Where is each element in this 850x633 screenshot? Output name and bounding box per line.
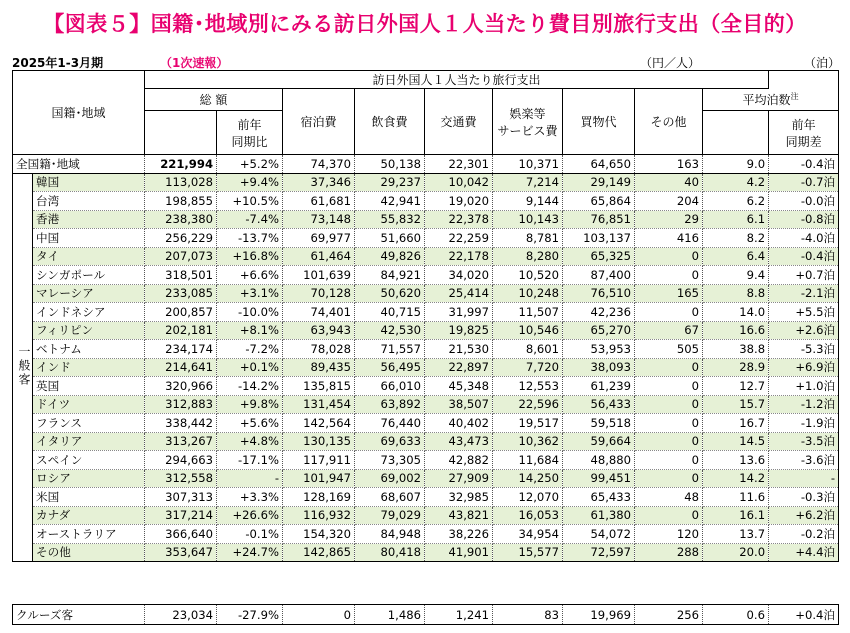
row-entertainment: 10,546: [493, 321, 563, 340]
row-diff: -3.6泊: [769, 451, 839, 470]
row-country: ベトナム: [33, 340, 145, 359]
row-nights: 14.5: [703, 432, 769, 451]
row-diff: -3.5泊: [769, 432, 839, 451]
table-row: [13, 451, 839, 470]
row-entertainment: 7,214: [493, 173, 563, 192]
row-country: イタリア: [33, 432, 145, 451]
row-lodging: 73,148: [283, 210, 355, 229]
row-total: 234,174: [145, 340, 217, 359]
row-yoy: +6.6%: [217, 266, 283, 285]
row-yoy: +10.5%: [217, 192, 283, 211]
row-food: 50,620: [355, 284, 425, 303]
row-diff: -5.3泊: [769, 340, 839, 359]
row-shopping: 56,433: [563, 395, 635, 414]
row-other: 0: [635, 414, 703, 433]
row-transport: 34,020: [425, 266, 493, 285]
header-entertainment: 娯楽等 サービス費: [493, 89, 563, 155]
row-shopping: 87,400: [563, 266, 635, 285]
row-diff: +4.4泊: [769, 543, 839, 562]
row-food: 51,660: [355, 229, 425, 248]
row-entertainment: 10,520: [493, 266, 563, 285]
row-transport: 32,985: [425, 488, 493, 507]
row-yoy: +9.4%: [217, 173, 283, 192]
row-other: 0: [635, 303, 703, 322]
row-yoy: +16.8%: [217, 247, 283, 266]
row-yoy: +0.1%: [217, 358, 283, 377]
row-diff: +5.5泊: [769, 303, 839, 322]
row-yoy: -10.0%: [217, 303, 283, 322]
row-food: 50,138: [355, 155, 425, 174]
row-lodging: 70,128: [283, 284, 355, 303]
row-transport: 38,507: [425, 395, 493, 414]
row-other: 0: [635, 395, 703, 414]
unit-yen-label: （円／人）: [640, 56, 701, 70]
row-total: 312,558: [145, 469, 217, 488]
row-country: 中国: [33, 229, 145, 248]
row-yoy: +8.1%: [217, 321, 283, 340]
row-lodging: 69,977: [283, 229, 355, 248]
row-yoy: -17.1%: [217, 451, 283, 470]
row-diff: -0.4泊: [769, 155, 839, 174]
row-entertainment: 10,248: [493, 284, 563, 303]
row-lodging: 101,947: [283, 469, 355, 488]
row-other: 0: [635, 506, 703, 525]
row-country: カナダ: [33, 506, 145, 525]
row-nights: 20.0: [703, 543, 769, 562]
header-yoy: 前年 同期比: [217, 111, 283, 155]
row-total: 202,181: [145, 321, 217, 340]
row-nights: 6.2: [703, 192, 769, 211]
row-country: オーストラリア: [33, 525, 145, 544]
row-country: フランス: [33, 414, 145, 433]
table-row: [13, 543, 839, 562]
row-transport: 21,530: [425, 340, 493, 359]
row-shopping: 103,137: [563, 229, 635, 248]
row-total: 207,073: [145, 247, 217, 266]
row-food: 68,607: [355, 488, 425, 507]
spending-table: [12, 70, 839, 562]
period-label: 2025年1-3月期: [12, 56, 104, 70]
table-row: [13, 247, 839, 266]
row-food: 84,948: [355, 525, 425, 544]
row-other: 48: [635, 488, 703, 507]
row-other: 40: [635, 173, 703, 192]
row-entertainment: 8,601: [493, 340, 563, 359]
row-lodging: 101,639: [283, 266, 355, 285]
row-other: 0: [635, 377, 703, 396]
row-yoy: +3.1%: [217, 284, 283, 303]
row-total: 312,883: [145, 395, 217, 414]
row-total: 256,229: [145, 229, 217, 248]
row-total: 313,267: [145, 432, 217, 451]
cruise-lodging: 0: [283, 605, 355, 625]
cruise-other: 256: [635, 605, 703, 625]
header-food: 飲食費: [355, 89, 425, 155]
row-other: 0: [635, 432, 703, 451]
cruise-total: 23,034: [145, 605, 217, 625]
row-transport: 45,348: [425, 377, 493, 396]
row-yoy: +4.8%: [217, 432, 283, 451]
row-shopping: 38,093: [563, 358, 635, 377]
table-row: [13, 506, 839, 525]
table-row: [13, 358, 839, 377]
cruise-table: [12, 604, 839, 625]
row-transport: 10,042: [425, 173, 493, 192]
row-transport: 40,402: [425, 414, 493, 433]
row-food: 63,892: [355, 395, 425, 414]
row-nights: 9.0: [703, 155, 769, 174]
row-shopping: 53,953: [563, 340, 635, 359]
row-yoy: +26.6%: [217, 506, 283, 525]
row-shopping: 99,451: [563, 469, 635, 488]
row-entertainment: 34,954: [493, 525, 563, 544]
table-row: [13, 321, 839, 340]
row-entertainment: 19,517: [493, 414, 563, 433]
row-entertainment: 22,596: [493, 395, 563, 414]
row-shopping: 65,864: [563, 192, 635, 211]
unit-night-label: （泊）: [804, 56, 841, 70]
row-total: 353,647: [145, 543, 217, 562]
row-entertainment: 9,144: [493, 192, 563, 211]
table-row: [13, 469, 839, 488]
table-row: [13, 414, 839, 433]
cruise-transport: 1,241: [425, 605, 493, 625]
cruise-row: [13, 605, 839, 625]
row-lodging: 154,320: [283, 525, 355, 544]
header-diff: 前年 同期差: [769, 111, 839, 155]
row-lodging: 61,464: [283, 247, 355, 266]
header-nights-value: [703, 111, 769, 155]
row-total: 318,501: [145, 266, 217, 285]
row-total: 320,966: [145, 377, 217, 396]
cruise-food: 1,486: [355, 605, 425, 625]
row-total: 233,085: [145, 284, 217, 303]
row-food: 73,305: [355, 451, 425, 470]
row-yoy: +24.7%: [217, 543, 283, 562]
row-country: マレーシア: [33, 284, 145, 303]
row-yoy: +5.6%: [217, 414, 283, 433]
row-other: 163: [635, 155, 703, 174]
row-diff: +6.9泊: [769, 358, 839, 377]
preliminary-label: （1次速報）: [160, 56, 229, 70]
row-transport: 22,378: [425, 210, 493, 229]
row-yoy: -0.1%: [217, 525, 283, 544]
row-country: インドネシア: [33, 303, 145, 322]
row-shopping: 65,270: [563, 321, 635, 340]
cruise-yoy: -27.9%: [217, 605, 283, 625]
row-country: シンガポール: [33, 266, 145, 285]
row-yoy: -13.7%: [217, 229, 283, 248]
row-lodging: 74,370: [283, 155, 355, 174]
row-nights: 14.0: [703, 303, 769, 322]
row-lodging: 117,911: [283, 451, 355, 470]
row-shopping: 76,510: [563, 284, 635, 303]
row-diff: -0.2泊: [769, 525, 839, 544]
row-shopping: 59,664: [563, 432, 635, 451]
row-entertainment: 15,577: [493, 543, 563, 562]
row-total: 366,640: [145, 525, 217, 544]
row-entertainment: 7,720: [493, 358, 563, 377]
row-total: 338,442: [145, 414, 217, 433]
table-row: [13, 395, 839, 414]
row-shopping: 64,650: [563, 155, 635, 174]
row-nights: 13.6: [703, 451, 769, 470]
total-row: [13, 155, 839, 174]
row-transport: 41,901: [425, 543, 493, 562]
row-other: 288: [635, 543, 703, 562]
row-diff: +1.0泊: [769, 377, 839, 396]
row-lodging: 61,681: [283, 192, 355, 211]
cruise-name: クルーズ客: [13, 605, 145, 625]
row-entertainment: 10,143: [493, 210, 563, 229]
row-food: 84,921: [355, 266, 425, 285]
row-food: 69,633: [355, 432, 425, 451]
row-country: ドイツ: [33, 395, 145, 414]
row-country: 英国: [33, 377, 145, 396]
row-lodging: 142,865: [283, 543, 355, 562]
table-row: [13, 210, 839, 229]
header-transport: 交通費: [425, 89, 493, 155]
table-row: [13, 340, 839, 359]
row-other: 67: [635, 321, 703, 340]
header-nights-group: 平均泊数$^注$: [703, 89, 839, 111]
row-entertainment: 11,684: [493, 451, 563, 470]
row-total: 317,214: [145, 506, 217, 525]
table-row: [13, 377, 839, 396]
row-nights: 16.7: [703, 414, 769, 433]
row-food: 29,237: [355, 173, 425, 192]
row-nights: 4.2: [703, 173, 769, 192]
row-country: 台湾: [33, 192, 145, 211]
cruise-entertainment: 83: [493, 605, 563, 625]
row-food: 66,010: [355, 377, 425, 396]
row-other: 29: [635, 210, 703, 229]
row-entertainment: 8,781: [493, 229, 563, 248]
row-yoy: +3.3%: [217, 488, 283, 507]
segment-label: 一般客: [13, 173, 33, 562]
row-nights: 9.4: [703, 266, 769, 285]
cruise-nights: 0.6: [703, 605, 769, 625]
row-other: 416: [635, 229, 703, 248]
header-lodging: 宿泊費: [283, 89, 355, 155]
row-lodging: 135,815: [283, 377, 355, 396]
row-shopping: 76,851: [563, 210, 635, 229]
row-diff: -0.7泊: [769, 173, 839, 192]
row-diff: +6.2泊: [769, 506, 839, 525]
row-yoy: +5.2%: [217, 155, 283, 174]
row-lodging: 142,564: [283, 414, 355, 433]
row-yoy: -7.2%: [217, 340, 283, 359]
row-country: 香港: [33, 210, 145, 229]
row-total: 200,857: [145, 303, 217, 322]
row-food: 49,826: [355, 247, 425, 266]
row-diff: -0.0泊: [769, 192, 839, 211]
table-row: [13, 192, 839, 211]
row-nights: 6.1: [703, 210, 769, 229]
row-country: インド: [33, 358, 145, 377]
row-nights: 12.7: [703, 377, 769, 396]
row-diff: -4.0泊: [769, 229, 839, 248]
row-nights: 13.7: [703, 525, 769, 544]
row-lodging: 130,135: [283, 432, 355, 451]
row-lodging: 116,932: [283, 506, 355, 525]
row-lodging: 78,028: [283, 340, 355, 359]
row-other: 0: [635, 469, 703, 488]
row-nights: 6.4: [703, 247, 769, 266]
row-entertainment: 8,280: [493, 247, 563, 266]
table-row: [13, 525, 839, 544]
row-food: 76,440: [355, 414, 425, 433]
row-total: 294,663: [145, 451, 217, 470]
row-diff: -0.3泊: [769, 488, 839, 507]
row-other: 204: [635, 192, 703, 211]
row-nights: 16.6: [703, 321, 769, 340]
row-food: 56,495: [355, 358, 425, 377]
row-yoy: -7.4%: [217, 210, 283, 229]
table-row: [13, 266, 839, 285]
table-row: [13, 488, 839, 507]
row-total: 113,028: [145, 173, 217, 192]
row-transport: 42,882: [425, 451, 493, 470]
row-total: 307,313: [145, 488, 217, 507]
row-transport: 22,178: [425, 247, 493, 266]
row-diff: +0.7泊: [769, 266, 839, 285]
row-entertainment: 10,362: [493, 432, 563, 451]
row-other: 0: [635, 247, 703, 266]
row-country: ロシア: [33, 469, 145, 488]
row-food: 71,557: [355, 340, 425, 359]
header-spend-group: 訪日外国人１人当たり旅行支出: [145, 71, 769, 89]
row-diff: +2.6泊: [769, 321, 839, 340]
row-yoy: -: [217, 469, 283, 488]
row-shopping: 42,236: [563, 303, 635, 322]
row-country: 米国: [33, 488, 145, 507]
row-entertainment: 10,371: [493, 155, 563, 174]
row-transport: 19,020: [425, 192, 493, 211]
table-row: [13, 284, 839, 303]
row-lodging: 128,169: [283, 488, 355, 507]
row-transport: 31,997: [425, 303, 493, 322]
row-country: 韓国: [33, 173, 145, 192]
header-other: その他: [635, 89, 703, 155]
row-diff: -1.2泊: [769, 395, 839, 414]
page-title: 【図表５】国籍･地域別にみる訪日外国人１人当たり費目別旅行支出（全目的）: [43, 12, 807, 36]
header-total-value: [145, 111, 217, 155]
row-transport: 43,821: [425, 506, 493, 525]
row-transport: 25,414: [425, 284, 493, 303]
row-diff: -0.4泊: [769, 247, 839, 266]
row-nights: 14.2: [703, 469, 769, 488]
row-shopping: 65,433: [563, 488, 635, 507]
row-transport: 43,473: [425, 432, 493, 451]
row-other: 120: [635, 525, 703, 544]
row-total: 198,855: [145, 192, 217, 211]
row-shopping: 61,239: [563, 377, 635, 396]
row-lodging: 74,401: [283, 303, 355, 322]
row-shopping: 59,518: [563, 414, 635, 433]
row-transport: 22,301: [425, 155, 493, 174]
row-nights: 8.2: [703, 229, 769, 248]
row-transport: 22,259: [425, 229, 493, 248]
row-entertainment: 11,507: [493, 303, 563, 322]
header-shopping: 買物代: [563, 89, 635, 155]
row-shopping: 65,325: [563, 247, 635, 266]
row-entertainment: 14,250: [493, 469, 563, 488]
table-row: [13, 173, 839, 192]
row-food: 40,715: [355, 303, 425, 322]
row-country: その他: [33, 543, 145, 562]
row-entertainment: 12,070: [493, 488, 563, 507]
row-shopping: 72,597: [563, 543, 635, 562]
table-row: [13, 303, 839, 322]
row-other: 0: [635, 451, 703, 470]
row-entertainment: 16,053: [493, 506, 563, 525]
row-other: 165: [635, 284, 703, 303]
row-transport: 27,909: [425, 469, 493, 488]
row-yoy: -14.2%: [217, 377, 283, 396]
row-nights: 16.1: [703, 506, 769, 525]
row-country: フィリピン: [33, 321, 145, 340]
row-nights: 11.6: [703, 488, 769, 507]
row-other: 505: [635, 340, 703, 359]
row-lodging: 131,454: [283, 395, 355, 414]
cruise-diff: +0.4泊: [769, 605, 839, 625]
row-nights: 38.8: [703, 340, 769, 359]
row-total: 221,994: [145, 155, 217, 174]
row-other: 0: [635, 266, 703, 285]
table-row: [13, 229, 839, 248]
row-transport: 38,226: [425, 525, 493, 544]
row-transport: 19,825: [425, 321, 493, 340]
row-diff: -1.9泊: [769, 414, 839, 433]
row-food: 42,941: [355, 192, 425, 211]
row-nights: 8.8: [703, 284, 769, 303]
row-entertainment: 12,553: [493, 377, 563, 396]
row-lodging: 63,943: [283, 321, 355, 340]
row-total: 214,641: [145, 358, 217, 377]
cruise-shopping: 19,969: [563, 605, 635, 625]
row-other: 0: [635, 358, 703, 377]
table-row: [13, 432, 839, 451]
row-shopping: 48,880: [563, 451, 635, 470]
row-nights: 28.9: [703, 358, 769, 377]
row-food: 79,029: [355, 506, 425, 525]
row-lodging: 37,346: [283, 173, 355, 192]
row-shopping: 61,380: [563, 506, 635, 525]
row-food: 55,832: [355, 210, 425, 229]
row-country: スペイン: [33, 451, 145, 470]
row-country: タイ: [33, 247, 145, 266]
row-diff: -0.8泊: [769, 210, 839, 229]
row-total: 238,380: [145, 210, 217, 229]
row-food: 69,002: [355, 469, 425, 488]
row-diff: -2.1泊: [769, 284, 839, 303]
row-transport: 22,897: [425, 358, 493, 377]
row-food: 42,530: [355, 321, 425, 340]
row-diff: -: [769, 469, 839, 488]
row-nights: 15.7: [703, 395, 769, 414]
row-yoy: +9.8%: [217, 395, 283, 414]
row-country: 全国籍･地域: [13, 155, 145, 174]
row-food: 80,418: [355, 543, 425, 562]
header-total: 総 額: [145, 89, 283, 111]
header-country: 国籍･地域: [13, 71, 145, 155]
row-shopping: 54,072: [563, 525, 635, 544]
row-lodging: 89,435: [283, 358, 355, 377]
row-shopping: 29,149: [563, 173, 635, 192]
